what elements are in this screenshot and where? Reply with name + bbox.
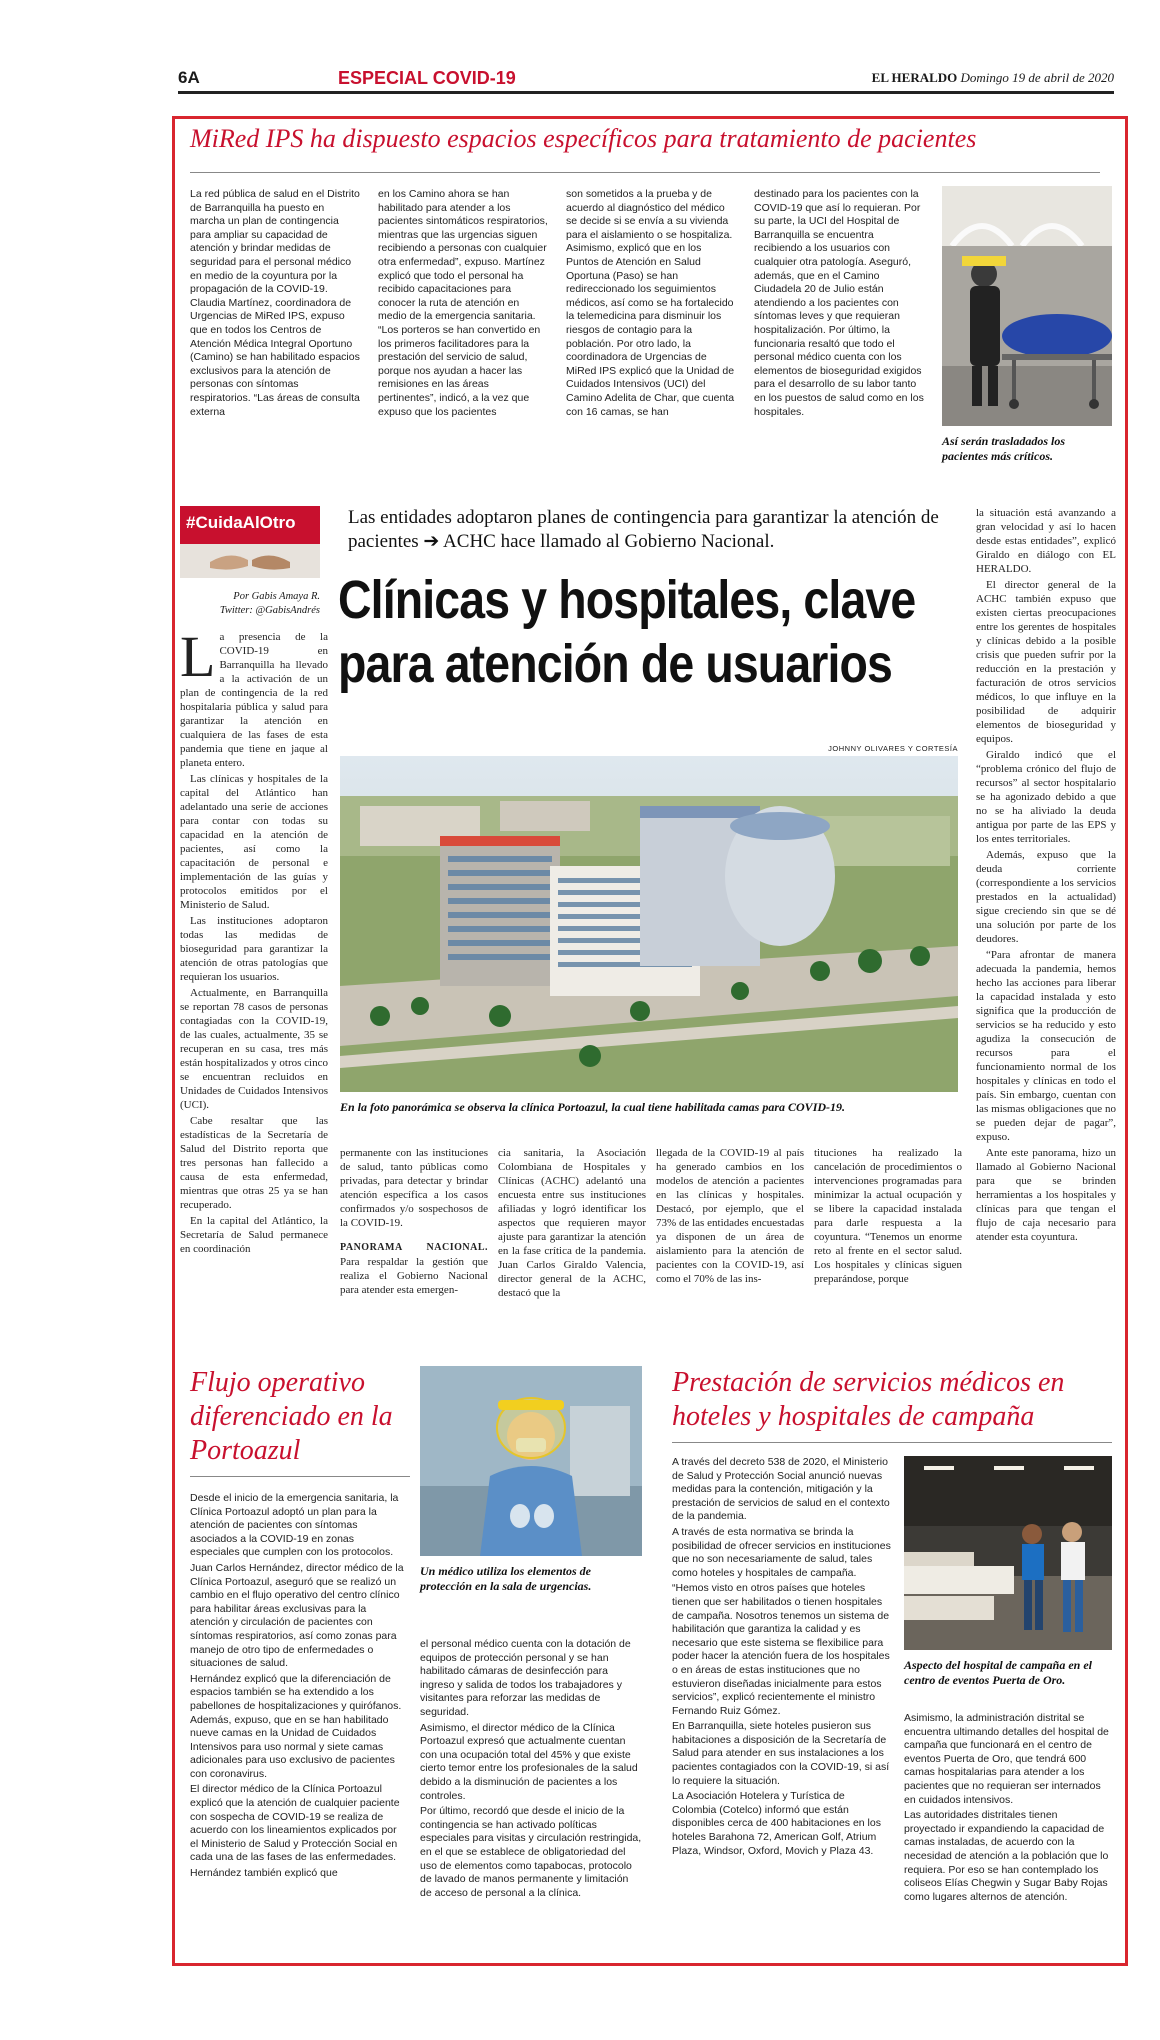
- hotels-para: “Hemos visto en otros países que hoteles tienen que ser habilitados o tienen hospitales de campaña. Nosotros tenemos un sistema de habilitación que garantiza la calidad y es necesario que este sistema se flexibilice para poder hacer la atención fuera de los hospitales o en áreas de estas instituciones que no estuvieron diseñadas inicialmente para estos servicios”, explicó recientemente el ministro Fernando Ruiz Gómez.: [672, 1582, 890, 1717]
- top-story-title: MiRed IPS ha dispuesto espacios específicos para tratamiento de pacientes: [190, 124, 977, 153]
- hotels-title: Prestación de servicios médicos en hoteles y hospitales de campaña: [672, 1367, 1065, 1432]
- portoazul-para: Por último, recordó que desde el inicio de la contingencia se han activado políticas especiales para visitas y circulación restringida, en el que se establece de obligatoriedad del uso de elementos como tapabocas, protocolo de lavado de manos permanente y limitación de acceso de personal a la clínica.: [420, 1805, 642, 1899]
- hotels-col-2: [904, 1712, 1112, 1956]
- hotels-para: Asimismo, la administración distrital se encuentra ultimando detalles del hospital de campaña que funcionará en el centro de eventos Puerta de Oro, que tendrá 600 camas hospitalarias para atender a los pacientes que no requieran ser internados en cuidados intensivos.: [904, 1712, 1109, 1806]
- photo-credit: JOHNNY OLIVARES Y CORTESÍA: [828, 744, 958, 753]
- main-story-right-col: [976, 506, 1116, 1322]
- main-story-deck: Las entidades adoptaron planes de contingencia para garantizar la atención de pacientes ➔ ACHC hace llamado al Gobierno Nacional.: [348, 507, 939, 552]
- portoazul-col-2: [420, 1638, 642, 1956]
- top-story-photo-caption: Así serán trasladados los pacientes más críticos.: [942, 434, 1066, 463]
- main-story-right-para: El director general de la ACHC también expuso que existen ciertas preocupaciones entre los gerentes de hospitales y clínicas debido a la posible crisis que pueden sufrir por la reducción en la prestación y facturación de otros servicios médicos, lo que influye en la posibilidad de adquirir elementos de bioseguridad y equipos.: [976, 579, 1116, 745]
- hotels-para: A través del decreto 538 de 2020, el Ministerio de Salud y Protección Social anunció nuevas medidas para la contención, mitigación y la prestación de servicios de salud en el contexto de la pandemia.: [672, 1456, 890, 1523]
- portoazul-para: Hernández también explicó que: [190, 1867, 338, 1880]
- field-hospital-photo: [904, 1456, 1112, 1650]
- hotels-para: A través de esta normativa se brinda la posibilidad de ofrecer servicios en instituciones que no son necesariamente de salud, tales como hoteles y hospitales de campaña.: [672, 1525, 891, 1579]
- main-story-left-para: Las instituciones adoptaron todas las medidas de bioseguridad para garantizar la atención de otras patologías que requieran los usuarios.: [180, 915, 328, 983]
- main-story-left-para: Las clínicas y hospitales de la capital del Atlántico han adelantado una serie de acciones para contar con todas su capacidad en la atención de pacientes, así como la capacitación de personal e implementación de las guías y protocolos emitidos por el Ministerio de Salud.: [180, 773, 328, 911]
- doctor-photo-caption: Un médico utiliza los elementos de protección en la sala de urgencias.: [420, 1564, 592, 1593]
- main-story-right-para: Además, expuso que la deuda corriente (correspondiente a los servicios prestados en la actualidad) sigue creciendo sin que se dé una solución por parte de los deudores.: [976, 849, 1116, 945]
- doctor-photo: [420, 1366, 642, 1556]
- stretcher-photo-illustration: [942, 186, 1112, 426]
- publication-name: EL HERALDO: [871, 70, 958, 85]
- top-story-col-1: La red pública de salud en el Distrito de Barranquilla ha puesto en marcha un plan de contingencia para ampliar su capacidad de atención y brindar medidas de seguridad para el personal médico en medio de la coyuntura por la propagación de la COVID-19. Claudia Martínez, coordinadora de Urgencias de MiRed IPS, expuso que en todos los Centros de Atención Médica Integral Oportuno (Camino) se han habilitado espacios exclusivos para la atención de personas con síntomas respiratorios. “Las áreas de consulta externa: [190, 188, 360, 418]
- page-number: 6A: [178, 68, 200, 87]
- main-story-left-para: En la capital del Atlántico, la Secretaría de Salud permanece en coordinación: [180, 1215, 328, 1255]
- top-story-col-4: destinado para los pacientes con la COVID-19 que así lo requieran. Por su parte, la UCI del Hospital de Barranquilla se encuentra recibiendo a los usuarios con cualquier otra patología. Aseguró, además, que en el Camino Ciudadela 20 de Julio están atendiendo a los pacientes con síntomas leves y que requieran hospitalización. Por último, la funcionaria resaltó que todo el personal médico cuenta con los elementos de bioseguridad exigidos para el desarrollo de su labor tanto en los puestos de salud como en los hospitales.: [754, 188, 924, 418]
- portoazul-rule: [190, 1476, 410, 1477]
- portoazul-para: Hernández explicó que la diferenciación de espacios también se ha extendido a los pabellones de hospitalizaciones y quirófanos. Además, expuso, que en se han habilitado nueve camas en la Unidad de Cuidados Intensivos para uso normal y siete camas adicionales para uso exclusivo de pacientes con coronavirus.: [190, 1672, 402, 1780]
- main-story-col-1-text: permanente con las instituciones de salud, tanto públicas como privadas, para detectar y brindar atención específica a los casos confirmados y/o sospechosos de la COVID-19.: [340, 1147, 488, 1229]
- main-headline: [338, 568, 916, 696]
- main-headline-line-2: para atención de usuarios: [338, 634, 893, 694]
- main-aerial-photo: [340, 756, 958, 1092]
- top-story-photo: [942, 186, 1112, 426]
- portoazul-para: Juan Carlos Hernández, director médico de la Clínica Portoazul, aseguró que se realizó un cambio en el flujo operativo del centro clínico para habilitar áreas exclusivas para la atención y circulación de pacientes con síntomas respiratorios, así como zonas para manejo de otro tipo de enfermedades o situaciones de salud.: [190, 1561, 404, 1670]
- hashtag-illustration: [180, 544, 320, 578]
- main-story-left-para: Actualmente, en Barranquilla se reportan 78 casos de personas contagiadas con la COVID-19, de las cuales, actualmente, 35 se recuperan en su casa, tres más están hospitalizados y otros cinco se encuentran recluidos en Unidades de Cuidados Intensivos (UCI).: [180, 987, 328, 1111]
- portoazul-para: Asimismo, el director médico de la Clínica Portoazul expresó que actualmente cuentan con una ocupación total del 45% y que existe cierto temor entre los profesionales de la salud debido a la disminución de pacientes a los controles.: [420, 1721, 638, 1802]
- portoazul-para: Desde el inicio de la emergencia sanitaria, la Clínica Portoazul adoptó un plan para la atención de pacientes con síntomas asociados a la COVID-19 en zonas especiales que cumplen con los protocolos.: [190, 1492, 399, 1559]
- main-story-right-para: “Para afrontar de manera adecuada la pandemia, hemos hecho las acciones para liberar la capacidad instalada y esto significa que la producción de servicios se ha reducido y esto agudiza la consecución de recursos para el funcionamiento normal de los hospitales y clínicas en todo el país. Sin embargo, cuentan con las mismas obligaciones que no se pueden dejar de pagar”, expuso.: [976, 949, 1116, 1143]
- main-story-right-para: Giraldo indicó que el “problema crónico del flujo de recursos” al sector hospitalario se ha agonizado debido a que no se ha aliviado la deuda antigua por parte de las EPS y los entes territoriales.: [976, 749, 1116, 845]
- main-story-lead: a presencia de la COVID-19 en Barranquilla ha llevado a la activación de un plan de contingencia de la red hospitalaria pública y salud para garantizar la atención en cualquiera de las fases de esta pandemia que tiene en jaque al planeta entero.: [180, 631, 328, 769]
- main-story-col-2: cia sanitaria, la Asociación Colombiana de Hospitales y Clínicas (ACHC) adelantó una encuesta entre sus instituciones afiliadas y logró identificar los aspectos que requieren mayor ajuste para garantizar la atención en la fase crítica de la pandemia. Juan Carlos Giraldo Valencia, director general de la ACHC, destacó que la: [498, 1147, 646, 1299]
- main-story-col-3: llegada de la COVID-19 al país ha generado cambios en los modelos de atención a pacientes en las clínicas y hospitales. Destacó, por ejemplo, que el 73% de las entidades encuestadas ya disponen de un área de aislamiento para la atención de pacientes con la COVID-19, así como el 70% de las ins-: [656, 1147, 804, 1285]
- top-story-col-2: en los Camino ahora se han habilitado para atender a los pacientes sintomáticos respiratorios, mientras que las urgencias siguen recibiendo a personas con cualquier otra enfermedad”, expuso. Martínez explicó que todo el personal ha recibido capacitaciones para conocer la ruta de atención en medio de la emergencia sanitaria. “Los porteros se han convertido en los primeros facilitadores para la prestación del servicio de salud, porque nos ayudan a hacer las remisiones en las áreas pertinentes”, indicó, a la vez que expuso que los pacientes: [378, 188, 548, 418]
- doctor-photo-illustration: [420, 1366, 642, 1556]
- publication-date: Domingo 19 de abril de 2020: [960, 70, 1114, 85]
- section-label: ESPECIAL COVID-19: [338, 68, 516, 88]
- top-story-col-3: son sometidos a la prueba y de acuerdo al diagnóstico del médico se decide si se envía a su vivienda para el aislamiento o se hospitaliza. Asimismo, explicó que en los Puntos de Atención en Salud Oportuna (Paso) se han redireccionado los seguimientos médicos, así como se ha fortalecido la telemedicina para disminuir los riesgos de contagio para la población. Por otro lado, la coordinadora de Urgencias de MiRed IPS explicó que la Unidad de Cuidados Intensivos (UCI) del Camino Adelita de Char, que cuenta con 16 camas, se han: [566, 188, 735, 418]
- field-hospital-caption: Aspecto del hospital de campaña en el centro de eventos Puerta de Oro.: [904, 1658, 1092, 1687]
- hotels-col-1: [672, 1456, 892, 1956]
- hotels-para: En Barranquilla, siete hoteles pusieron sus habitaciones a disposición de la Secretaría de Salud para atender en sus instalaciones a los pacientes contagiados con la COVID-19, si así lo requiere la situación.: [672, 1720, 890, 1787]
- main-story-right-para: la situación está avanzando a gran velocidad y así lo hacen desde estas entidades”, explicó Giraldo en diálogo con EL HERALDO.: [976, 507, 1116, 575]
- byline-author: Por Gabis Amaya R.: [233, 591, 320, 602]
- main-story-col-1: [340, 1146, 488, 1322]
- main-story-col-4: tituciones ha realizado la cancelación de procedimientos o intervenciones programadas para minimizar la actual ocupación y se libere la capacidad instalada para darle respuesta a la coyuntura. “Tenemos un enorme reto al frente en el sector salud. Los hospitales y clínicas siguen preparándose, porque: [814, 1147, 962, 1285]
- hashtag-label: #CuidaAlOtro: [180, 506, 320, 544]
- portoazul-para: el personal médico cuenta con la dotación de equipos de protección personal y se han habilitado cámaras de desinfección para ingreso y salida de todos los trabajadores y visitantes para reforzar las medidas de seguridad.: [420, 1638, 631, 1718]
- clinic-aerial-illustration: [340, 756, 958, 1092]
- dropcap: L: [180, 630, 216, 689]
- main-headline-line-1: Clínicas y hospitales, clave: [338, 570, 916, 630]
- main-story-right-para: Ante este panorama, hizo un llamado al Gobierno Nacional para que se brinden herramientas a los hospitales y clínicas para que tengan el flujo de caja necesario para atender esta coyuntura.: [976, 1147, 1116, 1243]
- main-story-left-col: [180, 630, 328, 1322]
- portoazul-para: El director médico de la Clínica Portoazul explicó que la atención de cualquier paciente con sospecha de COVID-19 se realiza de acuerdo con los lineamientos explicados por el Ministerio de Salud y Protección Social en cada una de las fases de las enfermedades.: [190, 1783, 400, 1864]
- main-photo-caption: En la foto panorámica se observa la clínica Portoazul, la cual tiene habilitada camas para COVID-19.: [340, 1100, 846, 1114]
- hotels-para: La Asociación Hotelera y Turística de Colombia (Cotelco) informó que están disponibles cerca de 400 habitaciones en los hoteles Barahona 72, American Golf, Atrium Plaza, Windsor, Oxford, Movich y Plaza 43.: [672, 1790, 881, 1857]
- hotels-rule: [672, 1442, 1112, 1443]
- publication-info: [872, 70, 1114, 86]
- top-story-rule: [190, 172, 1100, 173]
- main-story-left-para: Cabe resaltar que las estadísticas de la Secretaría de Salud del Distrito reporta que tres personas han fallecido a causa de esta enfermedad, mientras que otras 25 ya se han recuperado.: [180, 1115, 328, 1211]
- portoazul-col-1: [190, 1492, 406, 1956]
- field-hospital-illustration: [904, 1456, 1112, 1650]
- main-story-col-1-rest: Para respaldar la gestión que realiza el Gobierno Nacional para atender esta emergen-: [340, 1256, 488, 1296]
- page-header: [178, 64, 1114, 94]
- hotels-para: Las autoridades distritales tienen proyectado ir expandiendo la capacidad de camas instaladas, de acuerdo con la necesidad de atención a la población que lo requiera. Por eso se han contemplado los coliseos Elías Chegwin y Sugar Baby Rojas como lugares alternos de atención.: [904, 1809, 1109, 1903]
- byline: [180, 590, 320, 618]
- section-kicker: PANORAMA NACIONAL.: [340, 1242, 488, 1253]
- byline-twitter: Twitter: @GabisAndrés: [219, 605, 320, 616]
- portoazul-title: Flujo operativo diferenciado en la Portoazul: [190, 1367, 393, 1466]
